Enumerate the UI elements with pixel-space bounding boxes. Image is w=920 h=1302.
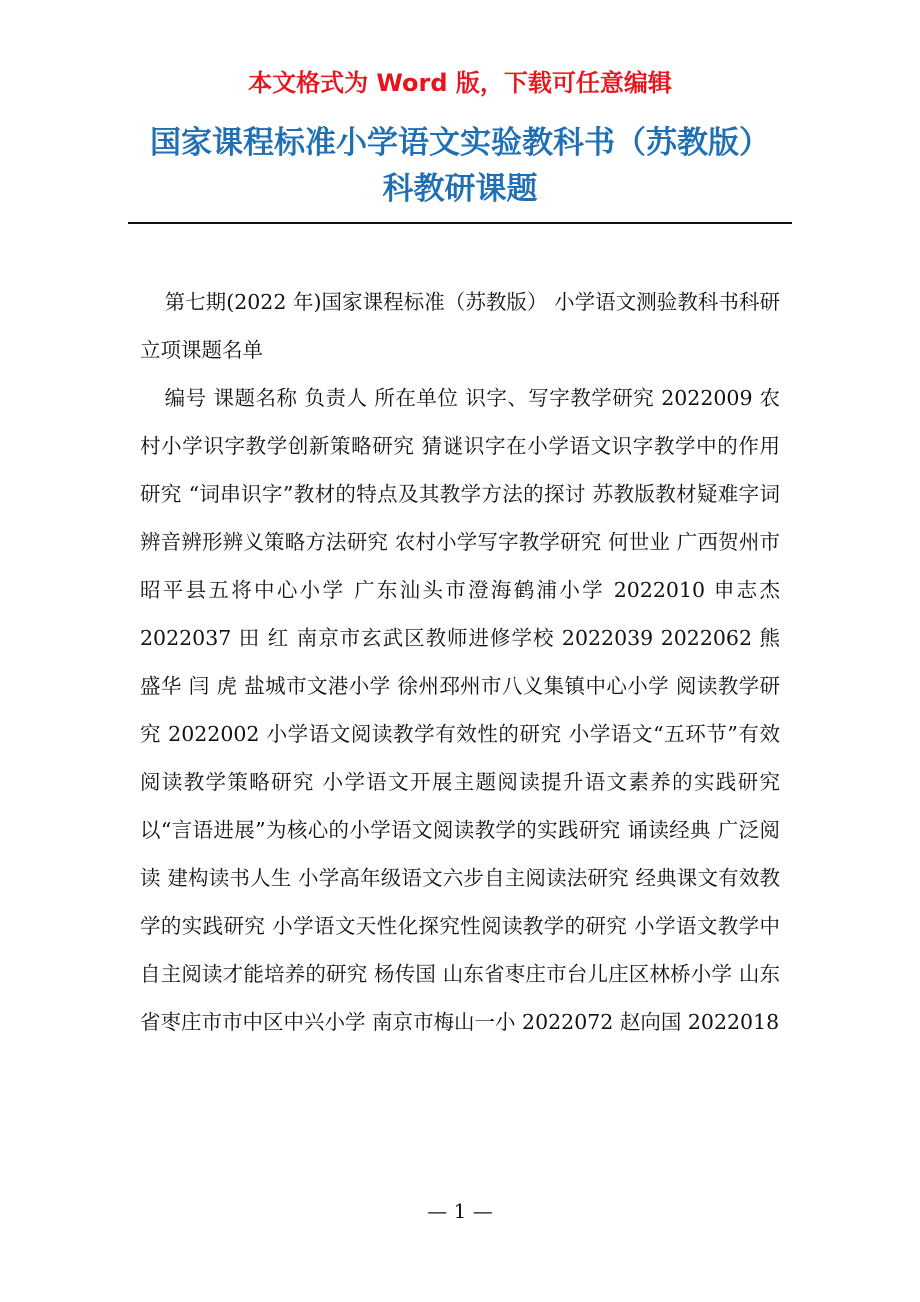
page-number: — 1 — — [427, 1199, 493, 1223]
title-line-2: 科教研课题 — [382, 171, 538, 207]
format-notice: 本文格式为 Word 版，下载可任意编辑 — [248, 69, 672, 97]
document-title — [120, 120, 800, 212]
title-divider — [128, 222, 792, 224]
paragraph-topic-list: 编号 课题名称 负责人 所在单位 识字、写字教学研究 2022009 农村小学识字教学创新策略研究 猜谜识字在小学语文识字教学中的作用研究 “词串识字”教材的特点及其教学方法的探讨 苏教版教材疑难字词辨音辨形辨义策略方法研究 农村小学写字教学研究 何世业 广西贺州市昭平县五将中心小学 广东汕头市澄海鹤浦小学 2022010 申志杰 2022037 田 红 南京市玄武区教师进修学校 2022039 2022062 熊盛华 闫 虎 盐城市文港小学 徐州邳州市八义集镇中心小学 阅读教学研究 2022002 小学语文阅读教学有效性的研究 小学语文“五环节”有效阅读教学策略研究 小学语文开展主题阅读提升语文素养的实践研究 以“言语进展”为核心的小学语文阅读教学的实践研究 诵读经典 广泛阅读 建构读书人生 小学高年级语文六步自主阅读法研究 经典课文有效教学的实践研究 小学语文天性化探究性阅读教学的研究 小学语文教学中自主阅读才能培养的研究 杨传国 山东省枣庄市台儿庄区林桥小学 山东省枣庄市市中区中兴小学 南京市梅山一小 2022072 赵向国 2022018 — [140, 386, 780, 1034]
document-body — [140, 278, 780, 1046]
title-line-1: 国家课程标准小学语文实验教科书（苏教版） — [150, 125, 770, 161]
paragraph-intro: 第七期(2022 年)国家课程标准（苏教版） 小学语文测验教科书科研立项课题名单 — [140, 290, 780, 362]
